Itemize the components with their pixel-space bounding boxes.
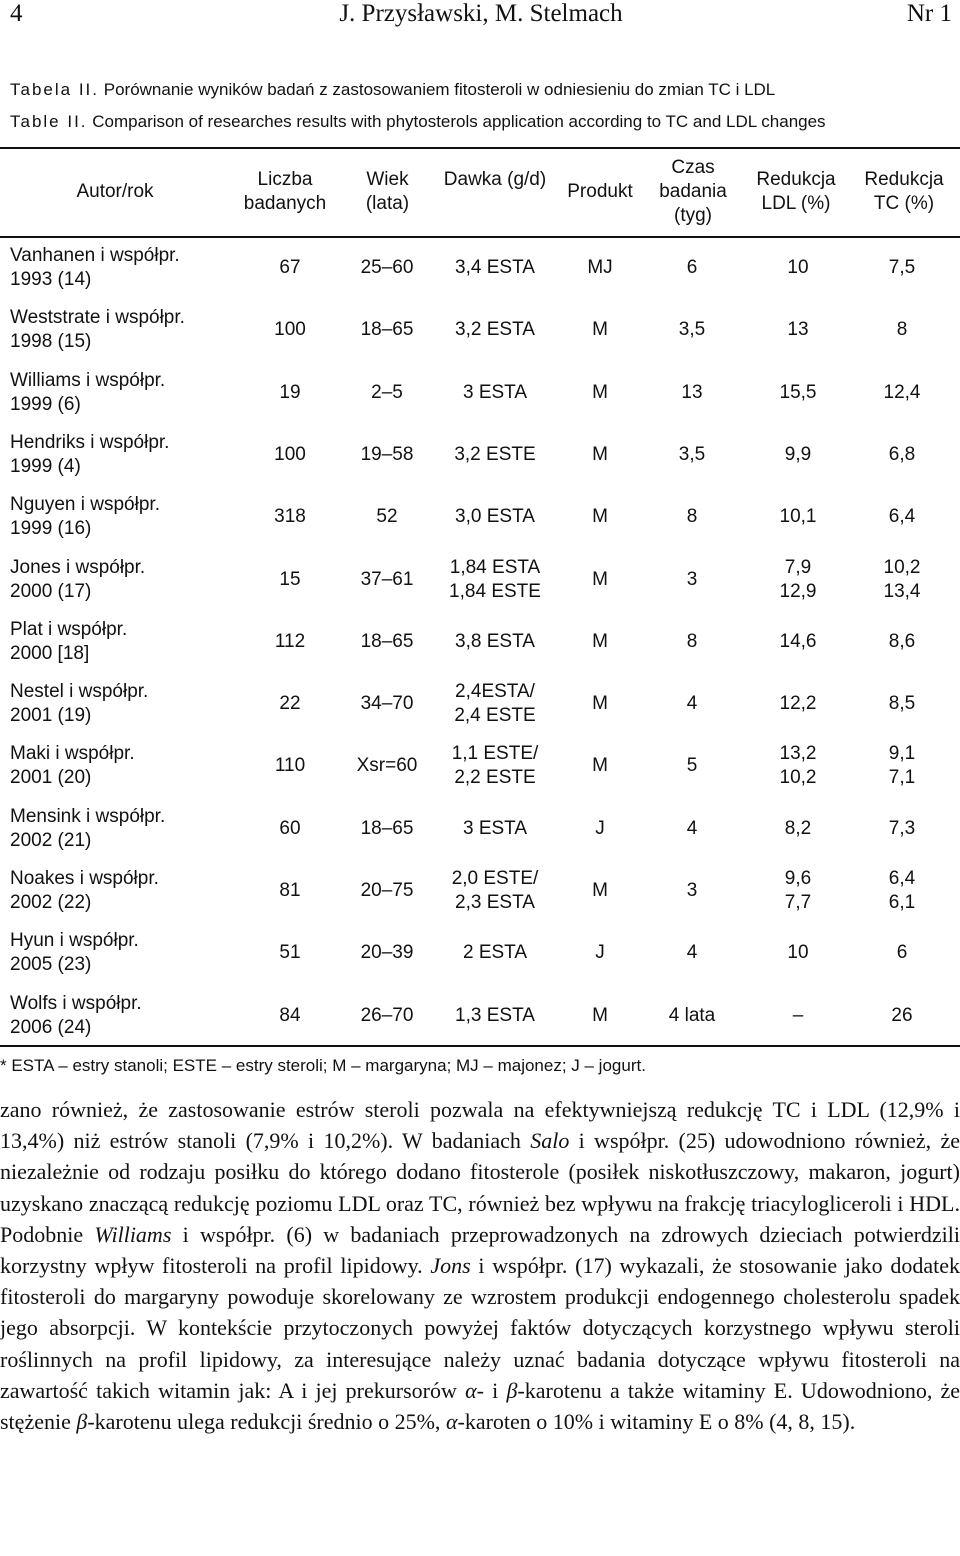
cell-line: 10 xyxy=(787,257,809,278)
cell-line: 67 xyxy=(279,257,301,278)
cell-line: 52 xyxy=(376,506,398,528)
cell-line: 6,4 xyxy=(888,868,916,889)
cell-line: MJ xyxy=(587,257,613,278)
text-run: - i xyxy=(476,1377,499,1403)
cell-line: M xyxy=(592,568,608,590)
cell-n xyxy=(279,256,300,280)
author-year: 1999 (4) xyxy=(10,455,81,477)
cell-line: 84 xyxy=(279,1004,301,1026)
cell-line: 37–61 xyxy=(360,568,414,590)
author-name: Hyun i współpr. xyxy=(10,930,139,952)
issue-number: Nr 1 xyxy=(906,0,952,27)
cell-line: 100 xyxy=(274,319,306,341)
text-run-italic: Salo xyxy=(530,1128,570,1154)
cell-line: 2,4 ESTE xyxy=(454,705,536,727)
cell-ldl xyxy=(780,630,817,654)
cell-age xyxy=(361,692,414,716)
cell-line: 20–39 xyxy=(360,942,414,964)
cell-n xyxy=(275,630,305,654)
cell-dose xyxy=(455,318,535,342)
cell-time xyxy=(687,505,698,529)
cell-line: 2,2 ESTE xyxy=(454,767,536,789)
author-year: 1999 (16) xyxy=(10,518,92,540)
caption-text: Porównanie wyników badań z zastosowaniem fitosteroli w odniesieniu do zmian TC i LDL xyxy=(103,80,776,99)
cell-n xyxy=(279,941,300,965)
cell-line: M xyxy=(592,693,608,715)
cell-n xyxy=(274,505,306,529)
cell-tc xyxy=(889,443,915,467)
cell-tc xyxy=(884,556,921,604)
cell-ldl xyxy=(787,941,808,965)
author-name: Weststrate i współpr. xyxy=(10,307,185,329)
cell-ldl xyxy=(780,742,817,790)
cell-ldl xyxy=(793,1004,804,1028)
cell-tc xyxy=(889,505,915,529)
cell-line: 3 ESTA xyxy=(462,381,528,403)
cell-line: 13 xyxy=(787,319,809,341)
cell-line: 18–65 xyxy=(360,630,414,652)
cell-product xyxy=(592,568,608,592)
cell-line: 3,2 ESTA xyxy=(455,319,535,341)
author-year: 1993 (14) xyxy=(10,269,92,290)
cell-line: 4 xyxy=(686,817,698,839)
cell-author xyxy=(10,867,159,915)
col-header-ldl: Redukcja LDL (%) xyxy=(756,169,836,214)
cell-line: 22 xyxy=(279,693,301,715)
cell-author xyxy=(10,680,148,728)
cell-line: 12,2 xyxy=(779,693,817,715)
author-name: Hendriks i współpr. xyxy=(10,431,170,453)
author-name: Wolfs i współpr. xyxy=(10,992,142,1014)
cell-line: 2,4ESTA/ xyxy=(455,681,535,703)
cell-line: 18–65 xyxy=(360,319,414,341)
author-name: Nguyen i współpr. xyxy=(10,494,160,516)
cell-dose xyxy=(455,1004,535,1028)
text-run: i współpr. (17) wykazali, że stosowanie jako dodatek fitosteroli do margaryny powoduje skorelowany ze wzrostem produkcji endogennego cholesterolu spadek jego absorpcji. W kontekście przytoczonych powyżej faktów dotyczących korzystnego wpływu steroli roślinnych na profil lipidowy, za interesujące należy uznać badania dotyczące wpływu fitosteroli na zawartość takich witamin jak: A i jej prekursorów xyxy=(0,1253,960,1403)
cell-line: 15,5 xyxy=(779,381,817,403)
cell-line: 6 xyxy=(896,942,908,964)
col-header-n: Liczba badanych xyxy=(243,169,327,214)
author-year: 1998 (15) xyxy=(10,331,92,353)
cell-line: 7,7 xyxy=(784,892,812,913)
cell-line: 26–70 xyxy=(360,1004,414,1026)
cell-tc xyxy=(889,256,915,280)
cell-line: 10,2 xyxy=(883,556,921,578)
cell-line: 51 xyxy=(279,942,301,964)
cell-line: 10,1 xyxy=(779,506,817,528)
cell-tc xyxy=(884,381,921,405)
author-name: Plat i współpr. xyxy=(10,618,128,640)
cell-product xyxy=(592,443,608,467)
cell-line: 14,6 xyxy=(779,630,817,652)
cell-dose xyxy=(463,817,527,841)
col-header-dose: Dawka (g/d) xyxy=(443,169,547,190)
text-run: -karotenu ulega redukcji średnio o 25%, xyxy=(87,1409,441,1435)
cell-author xyxy=(10,992,142,1040)
cell-line: M xyxy=(592,1004,608,1026)
author-year: 1999 (6) xyxy=(10,393,81,415)
cell-product xyxy=(595,941,605,965)
cell-product xyxy=(592,754,608,778)
cell-line: 9,9 xyxy=(784,443,812,465)
cell-time xyxy=(679,318,705,342)
cell-line: 2,0 ESTE/ xyxy=(451,868,539,889)
cell-line: 3,5 xyxy=(678,443,706,465)
cell-tc xyxy=(889,817,915,841)
cell-n xyxy=(279,1004,300,1028)
cell-product xyxy=(595,817,605,841)
cell-line: 1,84 ESTA xyxy=(449,556,541,578)
cell-author xyxy=(10,431,169,479)
cell-line: M xyxy=(592,630,608,652)
text-run-italic: Jons xyxy=(430,1253,471,1279)
cell-tc xyxy=(889,630,915,654)
cell-line: 6,1 xyxy=(888,892,916,913)
cell-line: 6,8 xyxy=(888,443,916,465)
cell-ldl xyxy=(785,817,811,841)
cell-age xyxy=(361,630,414,654)
cell-author xyxy=(10,369,165,417)
cell-line: 3,0 ESTA xyxy=(455,506,535,528)
cell-line: – xyxy=(792,1004,804,1026)
cell-tc xyxy=(889,867,915,915)
cell-time xyxy=(669,1004,715,1028)
cell-line: 19–58 xyxy=(360,443,414,465)
cell-line: 60 xyxy=(279,817,301,839)
greek-alpha: α xyxy=(445,1409,458,1435)
cell-product xyxy=(592,630,608,654)
cell-line: 8,6 xyxy=(888,630,916,652)
cell-line: J xyxy=(595,817,605,839)
cell-age xyxy=(361,817,414,841)
cell-age xyxy=(361,568,414,592)
cell-line: 9,6 xyxy=(784,868,812,889)
cell-line: 3 xyxy=(686,568,698,590)
cell-line: 9,1 xyxy=(888,743,916,765)
cell-line: 3,5 xyxy=(678,319,706,341)
cell-line: M xyxy=(592,755,608,777)
cell-n xyxy=(279,381,300,405)
text-run: zano również, że zastosowanie estrów steroli pozwala na efektywniejszą redukcję TC i LDL (12,9% i 13,4%) niż estrów stanoli (7,9% i 10,2%). W badaniach xyxy=(0,1097,960,1154)
text-run: i współpr. (25) udowodniono również, że niezależnie od rodzaju posiłku do którego dodano fitosterole (posiłek niskotłuszczowy, makaron, jogurt) uzyskano znaczącą redukcję poziomu LDL oraz TC, również bez wpływu na frakcję triacylogliceroli i HDL. Podobnie xyxy=(0,1128,960,1247)
cell-product xyxy=(587,256,612,280)
author-year: 2006 (24) xyxy=(10,1016,92,1038)
cell-age xyxy=(361,941,414,965)
cell-time xyxy=(687,879,698,903)
cell-line: 4 xyxy=(686,693,698,715)
cell-line: 6 xyxy=(686,257,698,278)
cell-time xyxy=(681,381,702,405)
cell-line: J xyxy=(595,942,605,964)
cell-n xyxy=(279,692,300,716)
cell-time xyxy=(687,256,698,280)
table-top-rule xyxy=(0,147,960,149)
cell-line: 13 xyxy=(681,381,703,403)
cell-dose xyxy=(455,505,535,529)
cell-n xyxy=(279,817,300,841)
cell-ldl xyxy=(780,692,817,716)
col-header-time: Czas badania (tyg) xyxy=(659,157,727,226)
cell-product xyxy=(592,318,608,342)
cell-line: 19 xyxy=(279,381,301,403)
cell-ldl xyxy=(780,505,817,529)
cell-age xyxy=(361,1004,414,1028)
cell-n xyxy=(274,443,306,467)
cell-line: 26 xyxy=(891,1004,913,1026)
cell-time xyxy=(687,941,698,965)
cell-line: M xyxy=(592,319,608,341)
cell-ldl xyxy=(780,381,817,405)
cell-line: 34–70 xyxy=(360,693,414,715)
cell-line: 12,9 xyxy=(779,580,817,602)
cell-line: 3 xyxy=(686,880,698,901)
author-year: 2000 (17) xyxy=(10,580,92,602)
cell-dose xyxy=(455,256,535,280)
cell-author xyxy=(10,306,185,354)
cell-time xyxy=(687,754,698,778)
cell-tc xyxy=(889,692,915,716)
author-name: Williams i współpr. xyxy=(10,369,166,391)
author-year: 2005 (23) xyxy=(10,954,92,976)
cell-author xyxy=(10,244,180,292)
cell-line: M xyxy=(592,880,608,901)
cell-age xyxy=(376,505,397,529)
running-authors: J. Przysławski, M. Stelmach xyxy=(339,0,623,27)
cell-ldl xyxy=(785,867,811,915)
cell-line: 10 xyxy=(787,942,809,964)
cell-dose xyxy=(452,867,539,915)
cell-dose xyxy=(455,630,535,654)
author-name: Maki i współpr. xyxy=(10,743,135,765)
author-name: Nestel i współpr. xyxy=(10,681,149,703)
cell-author xyxy=(10,805,165,853)
cell-line: 20–75 xyxy=(360,880,414,901)
page-number: 4 xyxy=(10,0,23,27)
cell-dose xyxy=(449,556,541,604)
cell-author xyxy=(10,618,127,666)
cell-time xyxy=(687,817,698,841)
table-caption-en xyxy=(10,112,826,132)
paragraph xyxy=(0,1094,960,1437)
cell-n xyxy=(274,318,306,342)
cell-product xyxy=(592,879,608,903)
cell-tc xyxy=(889,742,915,790)
author-year: 2002 (21) xyxy=(10,829,92,851)
cell-line: 4 lata xyxy=(668,1004,716,1026)
cell-n xyxy=(279,879,300,903)
cell-age xyxy=(371,381,403,405)
author-year: 2002 (22) xyxy=(10,892,92,913)
cell-line: 81 xyxy=(279,880,301,901)
cell-line: 3 ESTA xyxy=(462,817,528,839)
cell-line: 3,2 ESTE xyxy=(454,443,536,465)
author-name: Vanhanen i współpr. xyxy=(10,245,180,266)
cell-line: 25–60 xyxy=(360,257,414,278)
table-header-rule xyxy=(0,236,960,238)
cell-time xyxy=(687,692,698,716)
cell-author xyxy=(10,929,139,977)
cell-line: 7,1 xyxy=(888,767,916,789)
text-run: i współpr. (6) w badaniach przeprowadzonych na zdrowych dzieciach potwierdzili korzystny wpływ fitosteroli na profil lipidowy. xyxy=(0,1221,960,1279)
cell-line: 8,2 xyxy=(784,817,812,839)
caption-text: Comparison of researches results with phytosterols application according to TC and LDL changes xyxy=(92,112,826,131)
cell-line: 4 xyxy=(686,942,698,964)
cell-line: 8 xyxy=(896,319,908,341)
cell-time xyxy=(679,443,705,467)
cell-line: 8 xyxy=(686,506,698,528)
cell-time xyxy=(687,568,698,592)
cell-line: 2–5 xyxy=(371,381,403,403)
col-header-author: Autor/rok xyxy=(76,181,154,202)
cell-age xyxy=(357,754,418,778)
cell-line: 2 ESTA xyxy=(462,942,528,964)
caption-label: Tabela II. xyxy=(10,80,99,99)
body-text xyxy=(0,1094,960,1437)
greek-beta: β xyxy=(506,1377,518,1403)
author-year: 2001 (20) xyxy=(10,767,92,789)
cell-line: Xsr=60 xyxy=(356,755,418,777)
table-footnote: * ESTA – estry stanoli; ESTE – estry steroli; M – margaryna; MJ – majonez; J – jogurt. xyxy=(0,1056,646,1075)
cell-dose xyxy=(463,941,527,965)
cell-product xyxy=(592,692,608,716)
table-caption-pl xyxy=(10,80,775,100)
greek-alpha: α xyxy=(465,1377,477,1403)
cell-line: 13,4 xyxy=(883,580,921,602)
cell-tc xyxy=(897,941,908,965)
cell-author xyxy=(10,742,135,790)
cell-age xyxy=(361,256,414,280)
cell-line: 110 xyxy=(274,755,306,777)
cell-line: 13,2 xyxy=(779,743,817,765)
text-run-italic: Williams xyxy=(94,1221,172,1247)
text-run: -karoten o 10% i witaminy E o 8% (4, 8, 15). xyxy=(457,1409,856,1435)
cell-n xyxy=(279,568,300,592)
cell-dose xyxy=(463,381,527,405)
cell-n xyxy=(275,754,305,778)
cell-age xyxy=(361,879,414,903)
cell-ldl xyxy=(785,443,811,467)
cell-author xyxy=(10,493,160,541)
author-name: Noakes i współpr. xyxy=(10,868,159,889)
cell-line: 7,3 xyxy=(888,817,916,839)
cell-dose xyxy=(454,443,535,467)
cell-author xyxy=(10,556,145,604)
cell-line: 10,2 xyxy=(779,767,817,789)
cell-line: 15 xyxy=(279,568,301,590)
cell-line: 6,4 xyxy=(888,506,916,528)
author-year: 2001 (19) xyxy=(10,705,92,727)
cell-ldl xyxy=(780,556,817,604)
cell-line: 3,8 ESTA xyxy=(455,630,535,652)
cell-product xyxy=(592,1004,608,1028)
cell-dose xyxy=(452,742,539,790)
text-run: -karotenu a także witaminy E. Udowodniono, że stężenie xyxy=(0,1377,960,1435)
col-header-age: Wiek (lata) xyxy=(365,169,410,214)
cell-line: 7,5 xyxy=(888,257,916,278)
cell-line: M xyxy=(592,506,608,528)
cell-ldl xyxy=(787,318,808,342)
cell-line: 2,3 ESTA xyxy=(455,892,535,913)
caption-label: Table II. xyxy=(10,112,88,131)
cell-line: 1,84 ESTE xyxy=(449,580,541,602)
author-name: Mensink i współpr. xyxy=(10,805,166,827)
cell-line: 5 xyxy=(686,755,698,777)
cell-dose xyxy=(454,680,535,728)
author-year: 2000 [18] xyxy=(10,642,90,664)
cell-line: 1,3 ESTA xyxy=(455,1004,535,1026)
cell-line: 12,4 xyxy=(883,381,921,403)
cell-tc xyxy=(891,1004,912,1028)
cell-line: 7,9 xyxy=(784,556,812,578)
cell-line: 3,4 ESTA xyxy=(455,257,535,278)
cell-line: M xyxy=(592,381,608,403)
author-name: Jones i współpr. xyxy=(10,556,146,578)
cell-product xyxy=(592,505,608,529)
cell-tc xyxy=(897,318,908,342)
cell-line: 8,5 xyxy=(888,693,916,715)
cell-line: M xyxy=(592,443,608,465)
greek-beta: β xyxy=(76,1409,88,1435)
cell-line: 18–65 xyxy=(360,817,414,839)
cell-age xyxy=(361,443,414,467)
cell-line: 100 xyxy=(274,443,306,465)
cell-ldl xyxy=(787,256,808,280)
col-header-product: Produkt xyxy=(567,181,633,202)
col-header-tc: Redukcja TC (%) xyxy=(864,169,944,214)
cell-age xyxy=(361,318,414,342)
cell-line: 8 xyxy=(686,630,698,652)
cell-time xyxy=(687,630,698,654)
table-bottom-rule xyxy=(0,1045,960,1047)
cell-line: 1,1 ESTE/ xyxy=(451,743,539,765)
cell-product xyxy=(592,381,608,405)
page-header xyxy=(10,0,952,30)
cell-line: 318 xyxy=(274,506,306,528)
cell-line: 112 xyxy=(274,630,306,652)
